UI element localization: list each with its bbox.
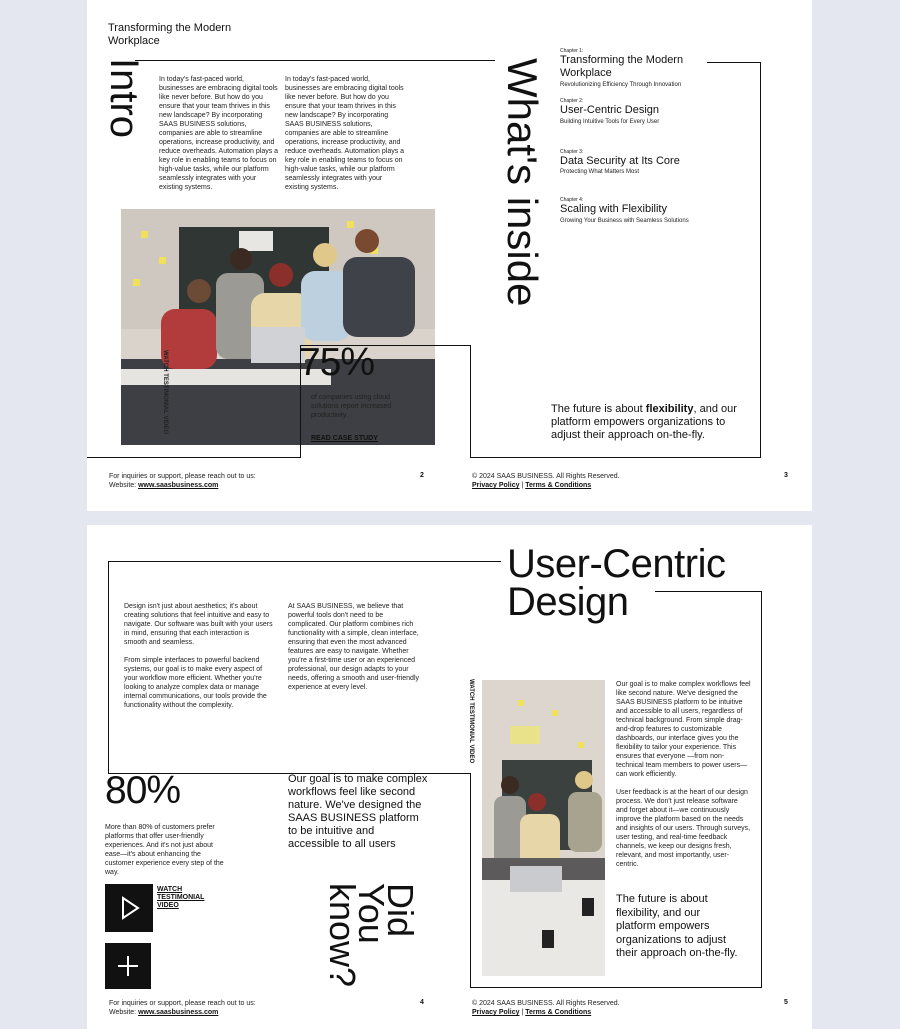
chapter-item[interactable] <box>560 149 760 197</box>
question-mark: ? <box>322 967 363 988</box>
frame-line <box>761 591 762 988</box>
page-number-right: 3 <box>784 472 788 479</box>
intro-column-1: In today's fast-paced world, businesses are embracing digital tools like never before. But how do you ensure that your team thrives in this new landscape? By incorporating SAAS BUSINESS solutions, companies are able to streamline operations, increase productivity, and reduce overheads. Automation plays a key role in enabling teams to focus on high-value tasks, while our platform seamlessly integrates with your existing systems. <box>159 76 279 191</box>
frame-line <box>135 60 495 61</box>
flexibility-quote: The future is about flexibility, and our platform empowers organizations to adjust their approach on-the-fly. <box>616 893 738 959</box>
plus-icon <box>105 943 151 989</box>
intro-column-2: In today's fast-paced world, businesses are embracing digital tools like never before. But how do you ensure that your team thrives in this new landscape? By incorporating SAAS BUSINESS solutions, companies are able to streamline operations, increase productivity, and reduce overheads. Automation plays a key role in enabling teams to focus on high-value tasks, while our platform seamlessly integrates with your existing systems. <box>285 76 405 191</box>
frame-line <box>760 62 761 458</box>
chapter-subtitle: Building Intuitive Tools for Every User <box>560 119 660 125</box>
play-icon <box>105 884 153 932</box>
section-title-line: User-Centric <box>507 542 726 586</box>
frame-line <box>471 457 761 458</box>
chapter-title: Data Security at Its Core <box>560 155 680 167</box>
frame-line <box>87 457 301 458</box>
chapter-label: Chapter 4: <box>560 197 584 203</box>
did-you-know-word: know <box>322 883 363 968</box>
flexibility-quote <box>551 403 751 442</box>
page-number-left: 4 <box>420 999 424 1006</box>
did-you-know-word: Did <box>380 883 421 938</box>
copyright-text: © 2024 SAAS BUSINESS. All Rights Reserved. <box>472 473 620 480</box>
website-link[interactable]: www.saasbusiness.com <box>138 1009 219 1016</box>
section-title-line: Design <box>507 580 629 624</box>
did-you-know-block <box>285 880 420 992</box>
page-number-right: 5 <box>784 999 788 1006</box>
chapter-title: Scaling with Flexibility <box>560 203 667 215</box>
stat-75-value: 75% <box>299 341 375 384</box>
footer-contact-line: For inquiries or support, please reach out to us: <box>109 473 256 480</box>
frame-line <box>108 561 109 773</box>
paragraph: User feedback is at the heart of our design process. We don't just release software and forget about it—we continuously improve the platform based on the needs and insights of our users. Through surveys, user testing, and real-time feedback channels, we keep our designs fresh, relevant, and most importantly, user-centric. <box>616 789 751 868</box>
frame-line <box>470 773 471 988</box>
footer-contact-line: For inquiries or support, please reach out to us: <box>109 1000 256 1007</box>
chapter-item[interactable] <box>560 98 760 149</box>
frame-line <box>470 987 762 988</box>
running-title: Transforming the Modern Workplace <box>108 22 232 47</box>
quote-emphasis: flexibility <box>645 403 694 415</box>
chapter-subtitle: Protecting What Matters Most <box>560 169 640 175</box>
footer-legal <box>472 472 712 490</box>
footer-website-label: Website: <box>109 1009 139 1016</box>
frame-line <box>108 561 501 562</box>
photo-side-label[interactable]: WATCH TESTIMONIAL VIDEO <box>468 679 474 764</box>
paragraph: Design isn't just about aesthetics; it's about creating solutions that feel intuitive and easy to navigate. Our software was built with your users in mind, ensuring that each interaction is smooth and seamless. <box>124 603 273 646</box>
paragraph: From simple interfaces to powerful backend systems, our goal is to make every aspect of your workflow more efficient. Whether you're looking to analyze complex data or manage internal communications, our tools provide the functionality without the complexity. <box>124 657 267 709</box>
paragraph: At SAAS BUSINESS, we believe that powerful tools don't need to be complicated. Our platform combines rich functionality with a simple, clean interface, ensuring that even the most advanced features are easy to navigate. Whether you're a first-time user or an experienced professional, our design adapts to your needs, offering a smooth and user-friendly experience at every level. <box>288 603 420 691</box>
chapter-label: Chapter 2: <box>560 98 584 104</box>
chapter-label: Chapter 1: <box>560 48 584 54</box>
terms-link[interactable]: Terms & Conditions <box>525 1009 592 1016</box>
chapter-label: Chapter 3: <box>560 149 584 155</box>
privacy-policy-link[interactable]: Privacy Policy <box>472 482 520 489</box>
right-column-text <box>616 680 751 869</box>
paragraph: Our goal is to make complex workflows feel like second nature. We've designed the SAAS BUSINESS platform to be intuitive and accessible to all users, regardless of technical background. From simple drag-and-drop features to customizable dashboards, our interface gives you the flexibility to tailor your experience. This ensures that everyone —from non-technical team members to power users—can work efficiently. <box>616 681 751 778</box>
intro-label: Intro <box>102 58 146 139</box>
stat-80-value: 80% <box>105 769 181 812</box>
page-number-left: 2 <box>420 472 424 479</box>
quote-text: , and our platform empowers organizations to adjust their approach on-the-fly. <box>551 403 737 441</box>
did-you-know-word <box>322 883 363 988</box>
play-video-button[interactable] <box>105 884 153 932</box>
footer-separator: | <box>519 482 526 489</box>
body-column-2 <box>288 602 424 692</box>
footer-website-label: Website: <box>109 482 139 489</box>
frame-line <box>470 345 471 458</box>
chapter-list <box>560 48 760 225</box>
copyright-text: © 2024 SAAS BUSINESS. All Rights Reserved. <box>472 1000 620 1007</box>
spread-pages-4-5 <box>87 525 812 1029</box>
terms-link[interactable]: Terms & Conditions <box>525 482 592 489</box>
goal-quote: Our goal is to make complex workflows feel like second nature. We've designed the SAAS BUSINESS platform to be intuitive and accessible to all users <box>288 773 428 850</box>
website-link[interactable]: www.saasbusiness.com <box>138 482 219 489</box>
chapter-item[interactable] <box>560 197 760 225</box>
chapter-item[interactable] <box>560 48 760 98</box>
chapter-subtitle: Revolutionizing Efficiency Through Innovation <box>560 82 682 88</box>
quote-text: The future is about <box>551 403 646 415</box>
section-title <box>507 542 726 624</box>
chapter-title: User-Centric Design <box>560 104 660 116</box>
stat-75-text: of companies using cloud solutions report increased productivity. <box>311 394 392 419</box>
footer-separator: | <box>519 1009 526 1016</box>
stat-80-text: More than 80% of customers prefer platforms that offer user-friendly experiences. And it's not just about ease—it's about enhancing the customer experience every step of the way. <box>105 824 224 876</box>
whats-inside-title: What's inside <box>499 58 546 307</box>
spread-pages-2-3 <box>87 0 812 511</box>
did-you-know-word: You <box>351 883 392 944</box>
body-column-1 <box>124 602 274 710</box>
footer-contact <box>109 472 349 490</box>
team-collaboration-photo <box>482 680 605 976</box>
chapter-title: Transforming the Modern Workplace <box>560 54 684 79</box>
watch-testimonial-link[interactable]: WATCH TESTIMONIAL VIDEO <box>157 886 205 909</box>
chapter-subtitle: Growing Your Business with Seamless Solutions <box>560 218 689 224</box>
read-case-study-link[interactable]: READ CASE STUDY <box>311 435 378 442</box>
privacy-policy-link[interactable]: Privacy Policy <box>472 1009 520 1016</box>
footer-legal <box>472 999 712 1017</box>
expand-button[interactable] <box>105 943 151 989</box>
photo-side-label[interactable]: WATCH TESTIMONIAL VIDEO <box>162 350 168 435</box>
footer-contact <box>109 999 349 1017</box>
did-you-know-text <box>322 883 421 988</box>
